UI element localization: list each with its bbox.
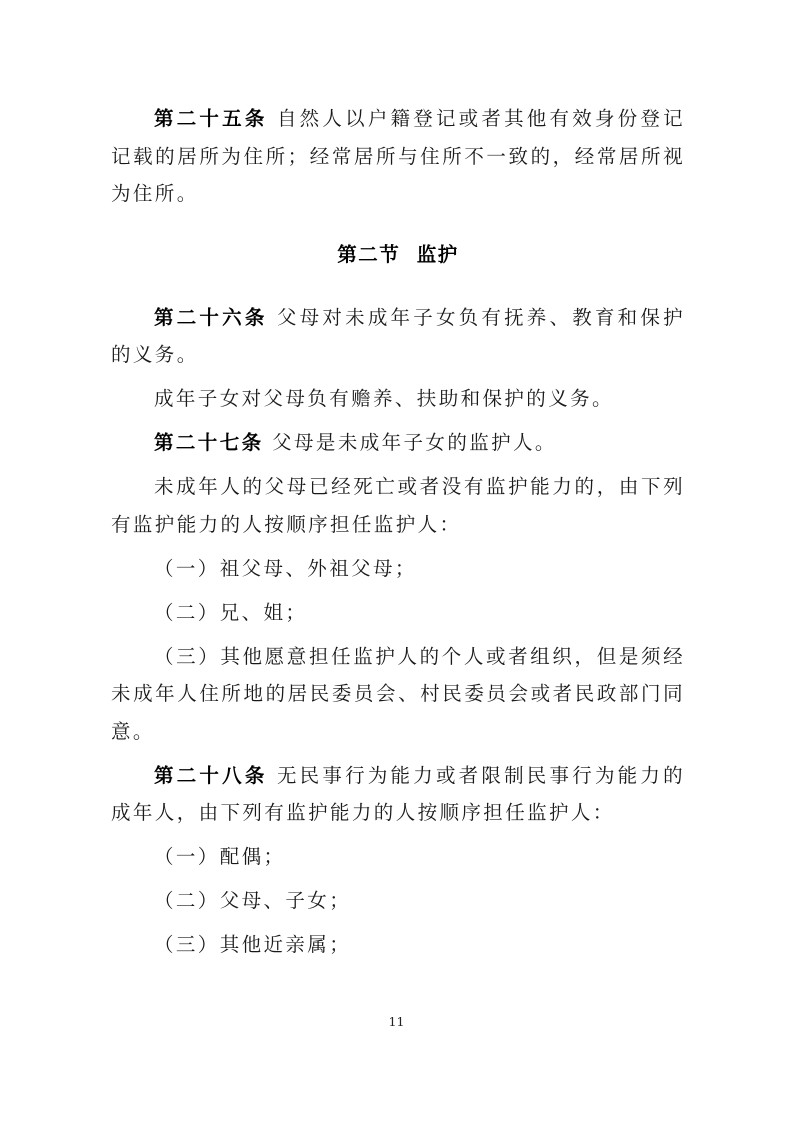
article-25-heading: 第二十五条 bbox=[154, 107, 268, 130]
article-28-text: 无民事行为能力或者限制民事行为能力的成年人，由下列有监护能力的人按顺序担任监护人： bbox=[111, 763, 685, 824]
list-item: （一）祖父母、外祖父母； bbox=[154, 556, 417, 580]
article-26-paragraph bbox=[111, 299, 685, 374]
article-25-paragraph bbox=[111, 100, 685, 213]
list-item: （三）其他愿意担任监护人的个人或者组织，但是须经未成年人住所地的居民委员会、村民委员会或者民政部门同意。 bbox=[111, 644, 685, 743]
article-27-text: 父母是未成年子女的监护人。 bbox=[263, 431, 557, 454]
page-content bbox=[111, 100, 685, 970]
list-item: （三）其他近亲属； bbox=[154, 933, 352, 956]
article-27-heading: 第二十七条 bbox=[154, 431, 264, 454]
article-26-clause-2: 成年子女对父母负有赡养、扶助和保护的义务。 bbox=[154, 387, 614, 410]
list-item: （二）兄、姐； bbox=[154, 600, 308, 624]
article-26-heading: 第二十六条 bbox=[154, 305, 268, 329]
list-item: （二）父母、子女； bbox=[154, 889, 352, 912]
article-28-paragraph bbox=[111, 757, 685, 832]
section-title: 第二节 监护 bbox=[337, 242, 459, 266]
article-27-paragraph bbox=[111, 424, 685, 462]
article-25-text: 自然人以户籍登记或者其他有效身份登记记载的居所为住所；经常居所与住所不一致的，经常居所视为住所。 bbox=[111, 107, 685, 205]
article-26-text: 父母对未成年子女负有抚养、教育和保护的义务。 bbox=[111, 305, 685, 366]
page-number: 11 bbox=[388, 1014, 405, 1029]
article-28-heading: 第二十八条 bbox=[154, 763, 268, 787]
article-27-clause-2: 未成年人的父母已经死亡或者没有监护能力的，由下列有监护能力的人按顺序担任监护人： bbox=[111, 475, 685, 536]
list-item: （一）配偶； bbox=[154, 845, 286, 868]
